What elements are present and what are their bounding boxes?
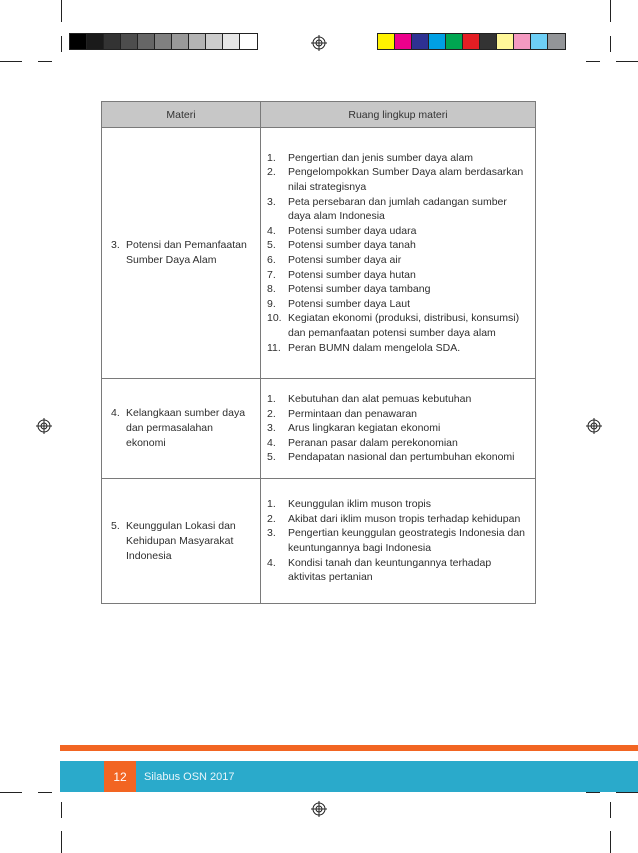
list-item-number: 3.: [267, 195, 276, 208]
color-swatch: [70, 34, 87, 49]
topic-text: [111, 406, 254, 451]
list-item: [267, 341, 529, 356]
list-item: [267, 195, 529, 224]
color-swatch: [395, 34, 412, 49]
crop-mark-tl-h: [0, 61, 22, 62]
color-swatch: [206, 34, 223, 49]
list-item-text: Keunggulan iklim muson tropis: [288, 498, 431, 511]
color-swatch: [138, 34, 155, 49]
color-swatch: [412, 34, 429, 49]
page-number: 12: [104, 761, 136, 792]
list-item-text: Permintaan dan penawaran: [288, 407, 418, 420]
list-item: [267, 512, 529, 527]
crop-mark-tr-h: [616, 61, 638, 62]
scope-cell: [261, 479, 535, 603]
color-swatch: [531, 34, 548, 49]
topic-title: Keunggulan Lokasi dan Kehidupan Masyarakat Indonesia: [126, 519, 236, 562]
list-item: [267, 556, 529, 585]
list-item: [267, 282, 529, 297]
footer-orange-line: [60, 745, 638, 751]
list-item-text: Potensi sumber daya tanah: [288, 239, 416, 252]
scope-list: [267, 392, 529, 465]
list-item: [267, 497, 529, 512]
list-item-number: 1.: [267, 498, 276, 511]
list-item-text: Kondisi tanah dan keuntungannya terhadap aktivitas pertanian: [288, 556, 492, 584]
list-item: [267, 297, 529, 312]
table-row: [102, 379, 535, 479]
list-item-number: 9.: [267, 297, 276, 310]
color-swatch: [514, 34, 531, 49]
list-item-number: 2.: [267, 512, 276, 525]
cmyk-color-bar: [377, 33, 566, 50]
grayscale-color-bar: [69, 33, 258, 50]
list-item-text: Peta persebaran dan jumlah cadangan sumber daya alam Indonesia: [288, 195, 507, 223]
list-item: [267, 151, 529, 166]
topic-number: 5.: [111, 519, 120, 532]
color-swatch: [378, 34, 395, 49]
crop-mark-bl-v2: [61, 802, 62, 818]
crop-mark-bl-h2: [38, 792, 52, 793]
crop-mark-tr-v2: [610, 36, 611, 52]
topic-cell: [102, 479, 261, 603]
color-swatch: [240, 34, 257, 49]
list-item-number: 5.: [267, 239, 276, 252]
list-item-text: Potensi sumber daya udara: [288, 224, 417, 237]
footer-title: Silabus OSN 2017: [144, 770, 235, 783]
list-item-number: 3.: [267, 422, 276, 435]
list-item-text: Potensi sumber daya tambang: [288, 283, 431, 296]
list-item-text: Peranan pasar dalam perekonomian: [288, 436, 458, 449]
scope-list: [267, 151, 529, 355]
table-row: [102, 128, 535, 379]
list-item: [267, 311, 529, 340]
color-swatch: [480, 34, 497, 49]
color-swatch: [463, 34, 480, 49]
list-item-number: 4.: [267, 224, 276, 237]
materi-table: [101, 101, 536, 604]
color-swatch: [155, 34, 172, 49]
color-swatch: [446, 34, 463, 49]
crop-mark-tl-v: [61, 0, 62, 22]
table-header: [102, 102, 535, 128]
list-item: [267, 268, 529, 283]
color-swatch: [497, 34, 514, 49]
list-item-text: Peran BUMN dalam mengelola SDA.: [288, 341, 461, 354]
list-item-number: 10.: [267, 312, 282, 325]
topic-text: [111, 519, 254, 564]
list-item: [267, 238, 529, 253]
list-item: [267, 526, 529, 555]
topic-cell: [102, 128, 261, 378]
list-item-number: 8.: [267, 283, 276, 296]
list-item-text: Potensi sumber daya air: [288, 254, 402, 266]
list-item: [267, 436, 529, 451]
list-item: [267, 407, 529, 422]
list-item-number: 5.: [267, 451, 276, 464]
list-item-text: Arus lingkaran kegiatan ekonomi: [288, 422, 441, 435]
topic-number: 4.: [111, 407, 120, 419]
header-ruang-lingkup: Ruang lingkup materi: [348, 108, 448, 121]
crop-mark-br-h2: [586, 792, 600, 793]
list-item-text: Potensi sumber daya hutan: [288, 268, 416, 281]
list-item: [267, 392, 529, 407]
header-materi: Materi: [102, 102, 261, 127]
table-row: [102, 479, 535, 603]
topic-cell: [102, 379, 261, 478]
list-item: [267, 224, 529, 239]
list-item-number: 7.: [267, 268, 276, 281]
list-item-text: Pendapatan nasional dan pertumbuhan ekonomi: [288, 451, 515, 464]
registration-target-icon: [311, 35, 327, 51]
crop-mark-bl-h: [0, 792, 22, 793]
list-item: [267, 450, 529, 465]
list-item: [267, 421, 529, 436]
color-swatch: [429, 34, 446, 49]
topic-title: Potensi dan Pemanfaatan Sumber Daya Alam: [126, 239, 247, 266]
list-item-text: Potensi sumber daya Laut: [288, 297, 410, 310]
list-item-number: 1.: [267, 151, 276, 164]
list-item-text: Akibat dari iklim muson tropis terhadap kehidupan: [288, 512, 521, 525]
list-item-number: 4.: [267, 556, 276, 569]
list-item-number: 4.: [267, 436, 276, 449]
crop-mark-tr-v: [610, 0, 611, 22]
list-item-text: Kebutuhan dan alat pemuas kebutuhan: [288, 393, 472, 406]
list-item-number: 3.: [267, 527, 276, 540]
crop-mark-br-h: [616, 792, 638, 793]
topic-title: Kelangkaan sumber daya dan permasalahan ekonomi: [126, 407, 246, 449]
registration-target-icon: [586, 418, 602, 434]
registration-target-icon: [36, 418, 52, 434]
color-swatch: [121, 34, 138, 49]
crop-mark-br-v: [610, 831, 611, 853]
color-swatch: [172, 34, 189, 49]
list-item-number: 2.: [267, 166, 276, 179]
crop-mark-tr-h2: [586, 61, 600, 62]
registration-target-icon: [311, 801, 327, 817]
list-item-number: 2.: [267, 407, 276, 420]
crop-mark-br-v2: [610, 802, 611, 818]
list-item-number: 11.: [267, 341, 281, 354]
color-swatch: [548, 34, 565, 49]
list-item-number: 1.: [267, 393, 276, 406]
crop-mark-bl-v: [61, 831, 62, 853]
crop-mark-tl-v2: [61, 36, 62, 52]
list-item: [267, 165, 529, 194]
crop-mark-tl-h2: [38, 61, 52, 62]
list-item-number: 6.: [267, 254, 276, 266]
topic-text: [111, 238, 254, 268]
topic-number: 3.: [111, 239, 120, 251]
color-swatch: [104, 34, 121, 49]
list-item: [267, 253, 529, 268]
scope-cell: [261, 128, 535, 378]
list-item-text: Kegiatan ekonomi (produksi, distribusi, konsumsi) dan pemanfaatan potensi sumber daya alam: [288, 312, 520, 339]
color-swatch: [87, 34, 104, 49]
list-item-text: Pengertian keunggulan geostrategis Indonesia dan keuntungannya bagi Indonesia: [288, 527, 526, 554]
list-item-text: Pengelompokkan Sumber Daya alam berdasarkan nilai strategisnya: [288, 166, 524, 194]
scope-list: [267, 497, 529, 585]
scope-cell: [261, 379, 535, 478]
list-item-text: Pengertian dan jenis sumber daya alam: [288, 151, 474, 164]
color-swatch: [223, 34, 240, 49]
color-swatch: [189, 34, 206, 49]
